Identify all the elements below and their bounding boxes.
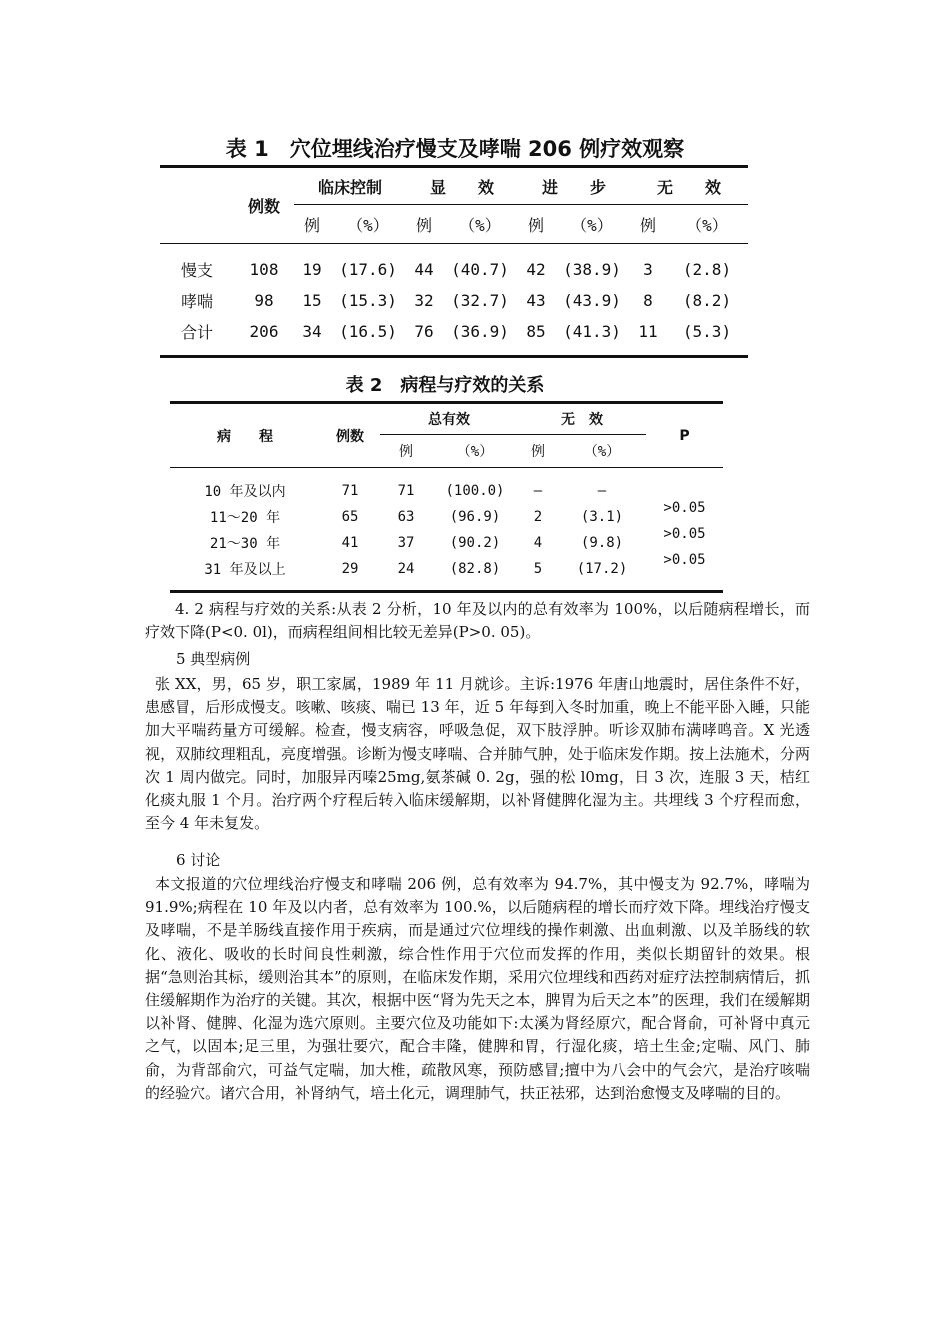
cell: (3.1) [580, 509, 624, 525]
cell: (38.9) [563, 260, 621, 279]
cell: (96.9) [449, 509, 501, 525]
table-row [170, 556, 723, 592]
cell: (43.9) [563, 291, 621, 310]
cell-cases: 41 [341, 535, 359, 551]
table1-sub-pct: （%） [666, 205, 748, 244]
table2-title: 表 2 病程与疗效的关系 [345, 375, 545, 396]
cell: 19 [302, 260, 322, 279]
cell: 63 [397, 509, 415, 525]
table1-title: 表 1 穴位埋线治疗慢支及哮喘 206 例疗效观察 [225, 137, 685, 161]
cell: 4 [533, 535, 543, 551]
table2 [170, 401, 723, 593]
row-label: 11～20 年 [209, 510, 281, 526]
table2-group-total-effective: 总有效 [380, 403, 518, 435]
table2-group-no-effect: 无 效 [518, 403, 646, 435]
paragraph-discussion: 本文报道的穴位埋线治疗慢支和哮喘 206 例，总有效率为 94.7%，其中慢支为 92.7%，哮喘为 91.9%;病程在 10 年及以内者，总有效率为 100.%，以后随病程的增长而疗效下降。埋线治疗慢支及哮喘，不是羊肠线直接作用于疾病，而是通过穴位埋线的操作刺激、出血刺激、以及羊肠线的软化、液化、吸收的长时间良性刺激，综合性作用于穴位而发挥的作用，类似长期留针的效果。根据“急则治其标，缓则治其本”的原则，在临床发作期，采用穴位埋线和西药对症疗法控制病情后，抓住缓解期作为治疗的关键。其次，根据中医“肾为先天之本，脾胃为后天之本”的医理，我们在缓解期以补肾、健脾、化湿为选穴原则。主要穴位及功能如下:太溪为肾经原穴，配合肾俞，可补肾中真元之气，以固本;足三里，为强壮要穴，配合丰隆，健脾和胃，行湿化痰，培土生金;定喘、风门、肺俞，为背部俞穴，可益气定喘，加大椎，疏散风寒，预防感冒;擅中为八会中的气会穴，是治疗咳喘的经验穴。诸穴合用，补肾纳气，培土化元，调理肺气，扶正祛邪，达到治愈慢支及哮喘的目的。 [145, 875, 810, 1102]
cell: (90.2) [449, 535, 501, 551]
cell: 32 [414, 291, 434, 310]
cell: (100.0) [445, 483, 505, 499]
cell: (2.8) [682, 260, 732, 279]
cell: (9.8) [580, 535, 624, 551]
row-label: 31 年及以上 [170, 556, 320, 592]
table2-sub-n: 例 [518, 435, 558, 468]
cell: 34 [294, 316, 330, 357]
cell: 71 [397, 483, 415, 499]
table2-sub-pct: （%） [558, 435, 646, 468]
cell: (16.5) [330, 316, 406, 357]
table-row [160, 316, 748, 357]
table1-sub-pct: （%） [442, 205, 518, 244]
row-label: 合计 [160, 316, 234, 357]
cell: (17.6) [339, 260, 397, 279]
cell-cases: 206 [234, 316, 294, 357]
cell-cases: 29 [320, 556, 380, 592]
table1-group-clinical-control: 临床控制 [294, 167, 406, 205]
cell-cases: 98 [254, 291, 274, 310]
cell: 8 [643, 291, 653, 310]
table2-sub-pct: （%） [432, 435, 518, 468]
cell: (5.3) [666, 316, 748, 357]
table1-sub-n: 例 [630, 205, 666, 244]
cell: 15 [302, 291, 322, 310]
table-row [160, 244, 748, 286]
cell: 24 [380, 556, 432, 592]
table1-sub-n: 例 [406, 205, 442, 244]
cell: 5 [518, 556, 558, 592]
table2-sub-n: 例 [380, 435, 432, 468]
cell-cases: 65 [341, 509, 359, 525]
table1-group-no-effect: 无 效 [630, 167, 748, 205]
row-label: 21～30 年 [209, 536, 281, 552]
table1-col-cases: 例数 [234, 167, 294, 244]
table2-p-values [646, 468, 723, 592]
cell-cases: 108 [249, 260, 279, 279]
table1-sub-pct: （%） [554, 205, 630, 244]
table1-sub-pct: （%） [330, 205, 406, 244]
cell: (32.7) [451, 291, 509, 310]
cell-cases: 71 [341, 483, 359, 499]
row-label: 哮喘 [180, 292, 213, 311]
row-label: 10 年及以内 [204, 484, 286, 500]
table2-col-cases: 例数 [320, 403, 380, 468]
paragraph-case-report: 张 XX，男，65 岁，职工家属，1989 年 11 月就诊。主诉:1976 年唐山地震时，居住条件不好，患感冒，后形成慢支。咳嗽、咳痰、喘已 13 年，近 5 年每到入冬时加重，晚上不能平卧入睡，只能加大平喘药量方可缓解。检查，慢支病容，呼吸急促，双下肢浮肿。听诊双肺布满哮鸣音。X 光透视，双肺纹理粗乱，亮度增强。诊断为慢支哮喘、合并肺气肿，处于临床发作期。按上法施术，分两次 1 周内做完。同时，加服异丙嗪25mg,氨茶碱 0. 2g，强的松 l0mg，日 3 次，连服 3 天，桔红化痰丸服 1 个月。治疗两个疗程后转入临床缓解期，以补肾健脾化湿为主。共埋线 3 个疗程而愈，至今 4 年未复发。 [145, 675, 810, 833]
table1-sub-n: 例 [518, 205, 554, 244]
cell: (82.8) [432, 556, 518, 592]
table1-sub-n: 例 [294, 205, 330, 244]
p-value: >0.05 [663, 552, 706, 568]
cell: 85 [518, 316, 554, 357]
cell: (17.2) [558, 556, 646, 592]
table-row [170, 468, 723, 505]
cell: 11 [630, 316, 666, 357]
p-value: >0.05 [663, 500, 706, 516]
cell: (8.2) [682, 291, 732, 310]
table-row [160, 285, 748, 316]
cell: (41.3) [554, 316, 630, 357]
table1-group-improved: 进 步 [518, 167, 630, 205]
cell: 44 [414, 260, 434, 279]
cell: (36.9) [442, 316, 518, 357]
cell: — [533, 483, 543, 499]
cell: 3 [643, 260, 653, 279]
table1-corner [160, 167, 234, 244]
cell: 2 [533, 509, 543, 525]
row-label: 慢支 [180, 261, 213, 280]
cell: (15.3) [339, 291, 397, 310]
table-row [170, 504, 723, 530]
cell: — [597, 483, 607, 499]
cell: 37 [397, 535, 415, 551]
section-heading-5: 5 典型病例 [176, 650, 251, 668]
section-heading-6: 6 讨论 [176, 851, 221, 869]
p-value: >0.05 [663, 526, 706, 542]
cell: (40.7) [451, 260, 509, 279]
table1 [160, 165, 748, 358]
cell: 42 [526, 260, 546, 279]
cell: 43 [526, 291, 546, 310]
table2-col-p: P [646, 403, 723, 468]
table2-col-course: 病 程 [170, 403, 320, 468]
paragraph-4-2: 4. 2 病程与疗效的关系:从表 2 分析，10 年及以内的总有效率为 100%，以后随病程增长，而疗效下降(P<0. 0l)，而病程组间相比较无差异(P>0. 05)。 [145, 600, 810, 642]
table-row [170, 530, 723, 556]
cell: 76 [406, 316, 442, 357]
table1-group-marked-effect: 显 效 [406, 167, 518, 205]
